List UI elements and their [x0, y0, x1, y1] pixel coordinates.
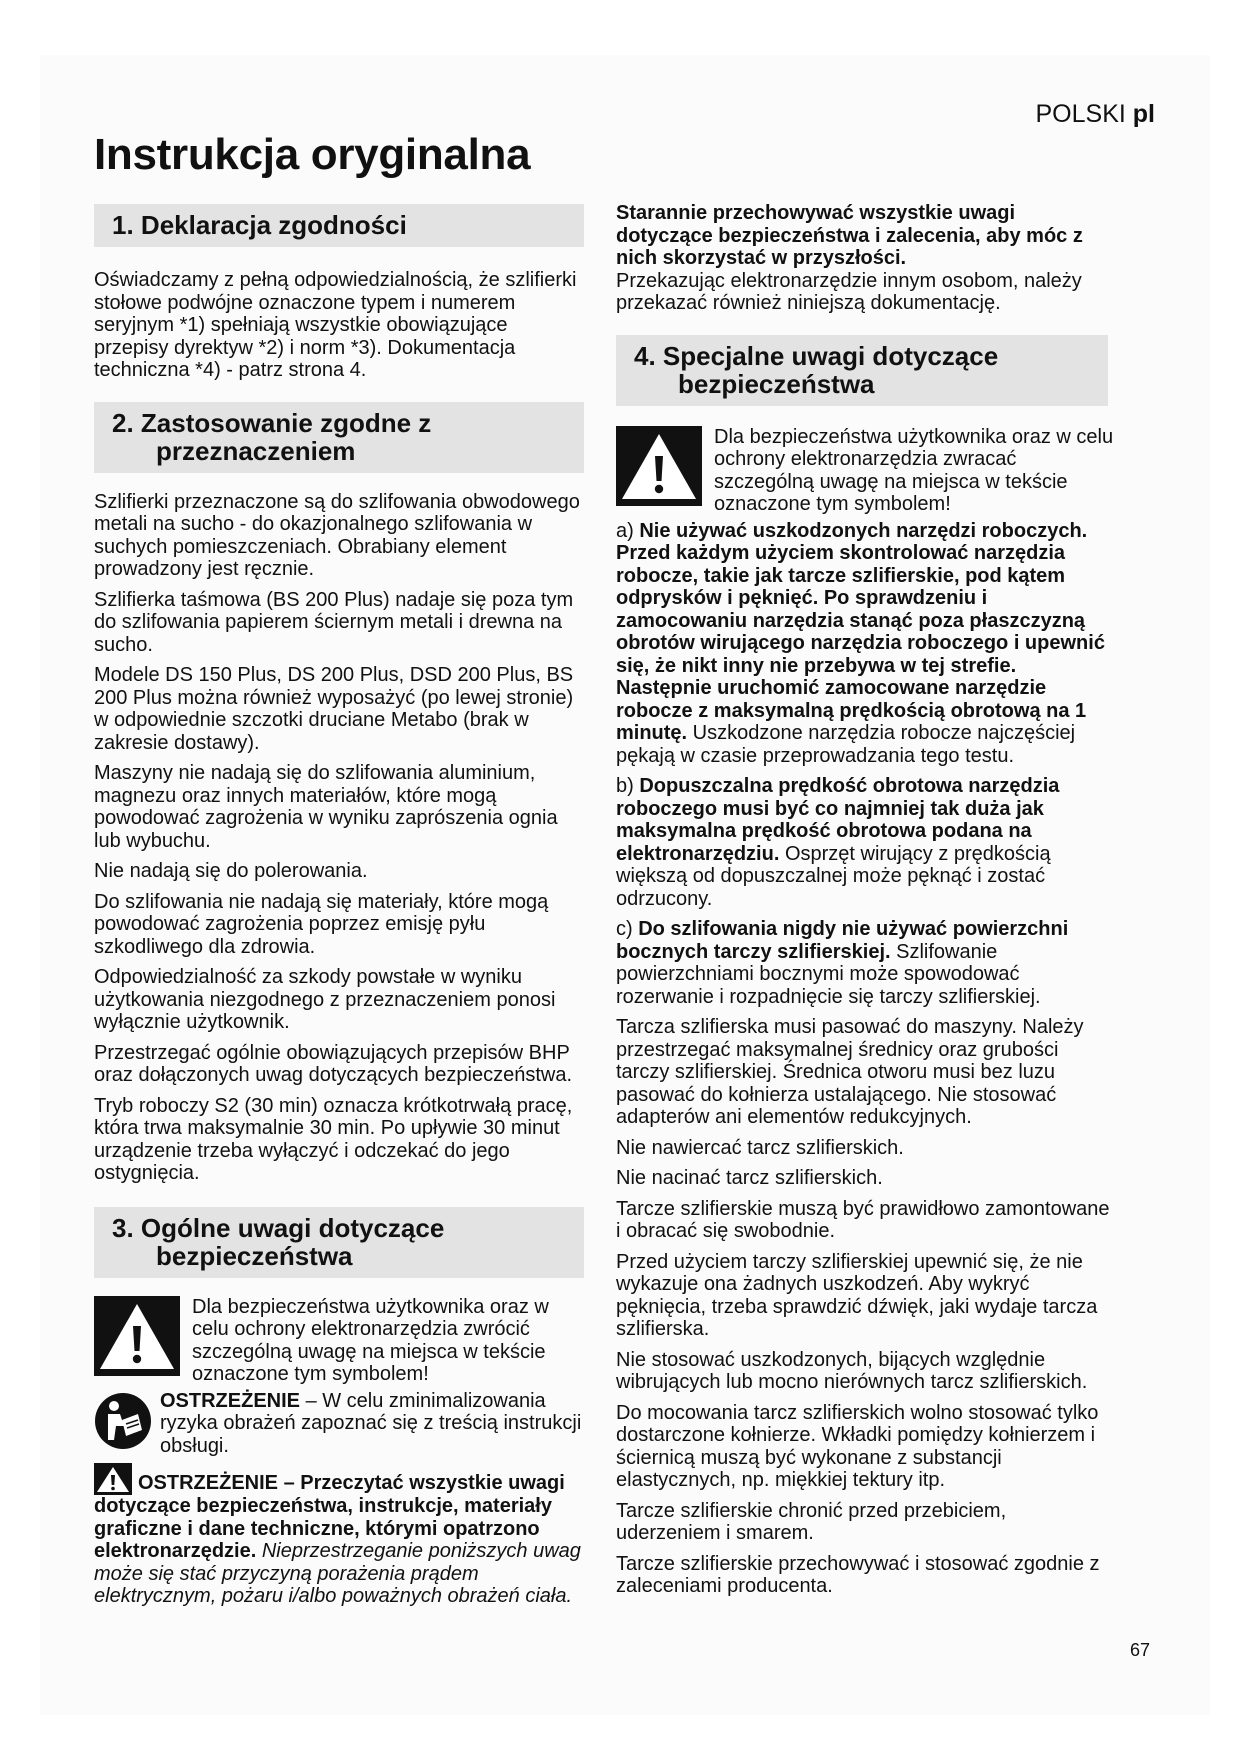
warning-label: OSTRZEŻENIE — [160, 1389, 301, 1412]
section-2-heading: 2. Zastosowanie zgodne z przeznaczeniem — [94, 402, 584, 473]
page-title: Instrukcja oryginalna — [94, 130, 531, 179]
paragraph: Tarcze szlifierskie muszą być prawidłowo zamontowane i obracać się swobodnie. — [616, 1197, 1110, 1242]
paragraph: Szlifierki przeznaczone są do szlifowania obwodowego metali na sucho - do okazjonalnego szlifowania w suchych pomieszczeniach. Obrabiany element prowadzony jest ręcznie. — [94, 490, 580, 580]
read-manual-icon — [94, 1390, 152, 1452]
paragraph: Nie nawiercać tarcz szlifierskich. — [616, 1136, 904, 1159]
paragraph: Tarcze szlifierskie przechowywać i stosować zgodnie z zaleceniami producenta. — [616, 1552, 1100, 1597]
paragraph: Przed użyciem tarczy szlifierskiej upewnić się, że nie wykazuje ona żadnych uszkodzeń. Aby wykryć pęknięcia, trzeba sprawdzić dźwięk, jaki wydaje tarcza szlifierska. — [616, 1250, 1098, 1340]
paragraph: Maszyny nie nadają się do szlifowania aluminium, magnezu oraz innych materiałów, które mogą powodować zagrożenia w wyniku zaprószenia ognia lub wybuchu. — [94, 762, 558, 852]
read-manual-warning — [94, 1390, 584, 1458]
warning-triangle-icon — [616, 426, 702, 506]
warning-symbol-note — [94, 1296, 584, 1386]
paragraph: Tryb roboczy S2 (30 min) oznacza krótkotrwałą pracę, która trwa maksymalnie 30 min. Po upływie 30 minut urządzenie trzeba wyłączyć i odczekać do jego ostygnięcia. — [94, 1094, 573, 1184]
left-column — [94, 204, 584, 1608]
section-3-heading: 3. Ogólne uwagi dotyczące bezpieczeństwa — [94, 1207, 584, 1278]
section-1-heading: 1. Deklaracja zgodności — [94, 204, 584, 247]
warning-text: – W celu zminimalizowania ryzyka obrażeń zapoznać się z treścią instrukcji obsługi. — [160, 1389, 582, 1457]
symbol-note-text: Dla bezpieczeństwa użytkownika oraz w celu ochrony elektronarzędzia zwrócić szczególną uwagę na miejsca w tekście oznaczone tym symbolem! — [192, 1295, 549, 1385]
handover-text: Przekazując elektronarzędzie innym osobom, należy przekazać również niniejszą dokumentację. — [616, 269, 1082, 314]
paragraph: Nie nadają się do polerowania. — [94, 860, 368, 882]
paragraph: Odpowiedzialność za szkody powstałe w wyniku użytkowania niezgodnego z przeznaczeniem ponosi wyłącznie użytkownik. — [94, 966, 556, 1033]
keep-instructions-text: Starannie przechowywać wszystkie uwagi dotyczące bezpieczeństwa i zalecenia, aby móc z nich skorzystać w przyszłości. — [616, 202, 1083, 269]
paragraph: Do szlifowania nie nadają się materiały, które mogą powodować zagrożenia poprzez emisję pyłu szkodliwego dla zdrowia. — [94, 890, 549, 958]
warning-triangle-icon — [94, 1296, 180, 1376]
item-c: c) Do szlifowania nigdy nie używać powierzchni bocznych tarczy szlifierskiej. Szlifowanie powierzchniami bocznymi może spowodować rozerwanie i rozpadnięcie się tarczy szlifierskiej. — [616, 918, 1069, 1008]
right-column — [616, 202, 1114, 1598]
paragraph: Przestrzegać ogólnie obowiązujących przepisów BHP oraz dołączonych uwag dotyczących bezpieczeństwa. — [94, 1041, 573, 1086]
paragraph: Do mocowania tarcz szlifierskich wolno stosować tylko dostarczone kołnierze. Wkładki pomiędzy kołnierzem i ściernicą muszą być wykonane z substancji elastycznych, np. miękkiej tektury itp. — [616, 1401, 1099, 1491]
paragraph: Nie nacinać tarcz szlifierskich. — [616, 1167, 883, 1189]
paragraph: Tarcza szlifierska musi pasować do maszyny. Należy przestrzegać maksymalnej średnicy oraz grubości tarczy szlifierskiej. Średnica otworu musi bez luzu pasować do kołnierza ustalającego. Nie stosować adapterów ani elementów redukcyjnych. — [616, 1016, 1084, 1128]
language-header: POLSKI pl — [1035, 100, 1155, 128]
warning-symbol-note — [616, 426, 1114, 516]
paragraph: Szlifierka taśmowa (BS 200 Plus) nadaje się poza tym do szlifowania papierem ściernym metali i drewna na sucho. — [94, 588, 574, 656]
paragraph: Tarcze szlifierskie chronić przed przebiciem, uderzeniem i smarem. — [616, 1499, 1007, 1544]
page-number: 67 — [1129, 1640, 1150, 1660]
item-a: a) Nie używać uszkodzonych narzędzi roboczych. Przed każdym użyciem skontrolować narzędzia robocze, takie jak tarcze szlifierskie, pod kątem odprysków i pęknięć. Po sprawdzeniu i zamocowaniu narzędzia stanąć poza płaszczyzną obrotów wirującego narzędzia roboczego i upewnić się, że nikt inny nie przebywa w tej strefie. Następnie uruchomić zamocowane narzędzie robocze z maksymalną prędkością obrotową na 1 minutę. Uszkodzone narzędzia robocze najczęściej pękają w czasie przeprowadzania tego testu. — [616, 519, 1105, 767]
general-warning-text: OSTRZEŻENIE – Przeczytać wszystkie uwagi dotyczące bezpieczeństwa, instrukcje, materiały graficzne i dane techniczne, którymi opatrzono elektronarzędzie. Nieprzestrzeganie poniższych uwag może się stać przyczyną porażenia prądem elektrycznym, pożaru i/albo poważnych obrażeń ciała. — [94, 1463, 584, 1608]
paragraph: Nie stosować uszkodzonych, bijących względnie wibrujących lub mocno nierównych tarcz szlifierskich. — [616, 1348, 1088, 1393]
small-warning-triangle-icon — [94, 1463, 132, 1495]
section-4-heading: 4. Specjalne uwagi dotyczące bezpieczeństwa — [616, 335, 1108, 406]
paragraph: Modele DS 150 Plus, DS 200 Plus, DSD 200 Plus, BS 200 Plus można również wyposażyć (po lewej stronie) w odpowiednie szczotki druciane Metabo (brak w zakresie dostawy). — [94, 664, 574, 754]
item-b: b) Dopuszczalna prędkość obrotowa narzędzia roboczego musi być co najmniej tak duża jak maksymalna prędkość obrotowa podana na elektronarzędziu. Osprzęt wirujący z prędkością większą od dopuszczalnej może pęknąć i zostać odrzucony. — [616, 775, 1060, 910]
symbol-note-text: Dla bezpieczeństwa użytkownika oraz w celu ochrony elektronarzędzia zwracać szczególną uwagę na miejsca w tekście oznaczone tym symbolem! — [714, 425, 1114, 515]
declaration-text: Oświadczamy z pełną odpowiedzialnością, że szlifierki stołowe podwójne oznaczone typem i numerem seryjnym *1) spełniają wszystkie obowiązujące przepisy dyrektyw *2) i norm *3). Dokumentacja techniczna *4) - patrz strona 4. — [94, 269, 577, 381]
